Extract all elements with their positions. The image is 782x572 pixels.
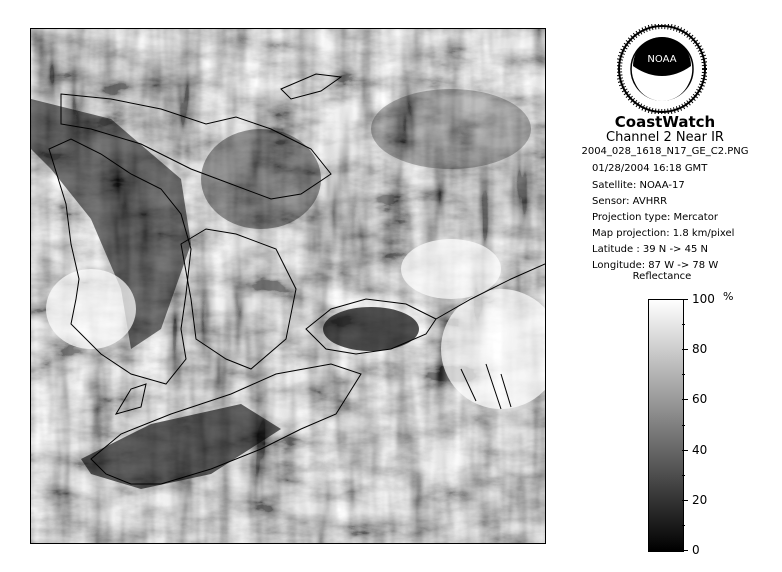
colorbar-tick xyxy=(682,399,688,400)
colorbar-minor-tick xyxy=(682,374,685,375)
satellite-image-canvas xyxy=(31,29,545,543)
colorbar-tick-label: 60 xyxy=(692,392,708,406)
colorbar-tick xyxy=(682,550,688,551)
colorbar-tick-label: 20 xyxy=(692,493,708,507)
satellite-image xyxy=(30,28,546,544)
colorbar-tick-label: 0 xyxy=(692,543,700,557)
colorbar-tick xyxy=(682,349,688,350)
colorbar-tick xyxy=(682,450,688,451)
meta-map-projection: Map projection: 1.8 km/pixel xyxy=(592,228,735,239)
channel-title: Channel 2 Near IR xyxy=(606,130,724,145)
colorbar-minor-tick xyxy=(682,525,685,526)
file-name: 2004_028_1618_N17_GE_C2.PNG xyxy=(581,146,749,157)
colorbar-tick xyxy=(682,299,688,300)
colorbar-minor-tick xyxy=(682,475,685,476)
colorbar-unit: % xyxy=(723,290,734,303)
colorbar-tick-label: 40 xyxy=(692,443,708,457)
colorbar-title: Reflectance xyxy=(632,271,692,282)
colorbar-tick xyxy=(682,500,688,501)
noaa-logo-icon xyxy=(617,24,707,114)
colorbar-tick-label: 100 xyxy=(692,292,715,306)
meta-datetime: 01/28/2004 16:18 GMT xyxy=(592,163,708,174)
brand-title: CoastWatch xyxy=(614,113,716,131)
meta-latitude: Latitude : 39 N -> 45 N xyxy=(592,244,708,255)
meta-projection-type: Projection type: Mercator xyxy=(592,212,718,223)
colorbar-tick-label: 80 xyxy=(692,342,708,356)
meta-satellite: Satellite: NOAA-17 xyxy=(592,180,685,191)
colorbar-minor-tick xyxy=(682,425,685,426)
colorbar-minor-tick xyxy=(682,324,685,325)
meta-longitude: Longitude: 87 W -> 78 W xyxy=(592,260,719,271)
noaa-logo-text: NOAA xyxy=(647,54,677,65)
colorbar xyxy=(648,299,684,552)
meta-sensor: Sensor: AVHRR xyxy=(592,196,668,207)
